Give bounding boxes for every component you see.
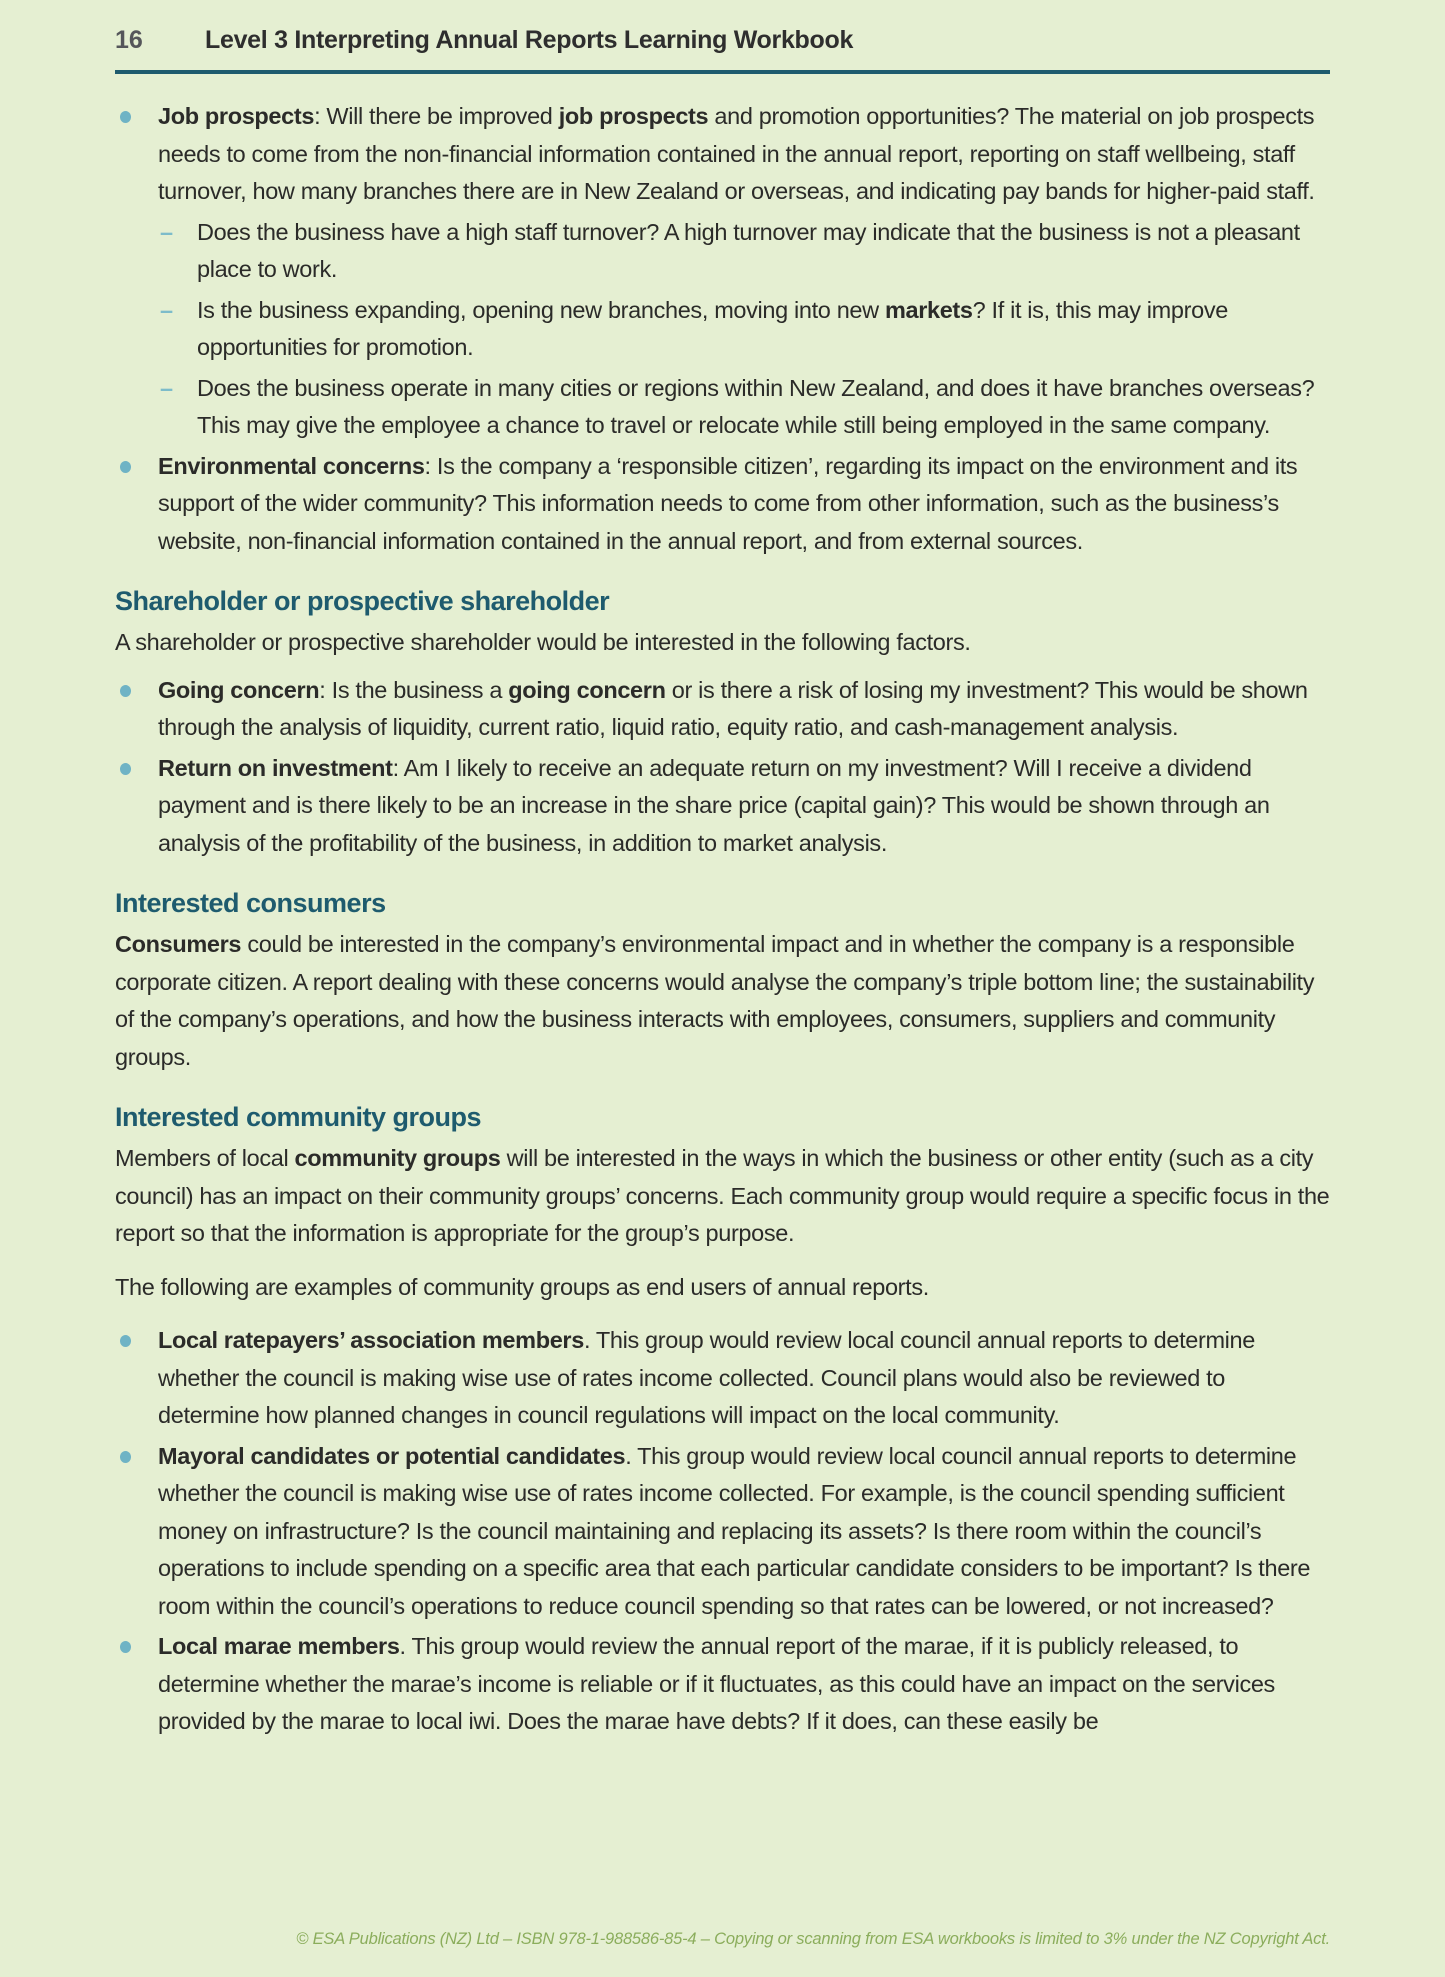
bullet-item: [115, 1438, 1330, 1626]
page-title: Level 3 Interpreting Annual Reports Learning Workbook: [205, 26, 854, 54]
body-text: Does the business have a high staff turnover? A high turnover may indicate that the business is not a pleasant place to work.: [197, 218, 1300, 282]
bold-text: Going concern: [158, 676, 320, 703]
bullet-item: [115, 672, 1330, 747]
sub-bullet-text: [197, 297, 1228, 361]
bullet-text: [158, 677, 1308, 741]
dash-icon: –: [160, 218, 173, 245]
bullet-text: [158, 1327, 1255, 1428]
bullet-icon: [120, 1451, 131, 1463]
sub-bullet-text: [197, 375, 1314, 439]
body-text: Members of local: [115, 1145, 295, 1171]
sub-bullet-text: [197, 219, 1300, 283]
body-text: and promotion opportunities? The material on job prospects needs to come from the non-financial information contained in the annual report, reporting on staff wellbeing, staff turnover, how many branches there are in New Zealand or overseas, and indicating pay bands for higher-paid staff.: [158, 103, 1315, 204]
bold-text: Return on investment: [158, 754, 393, 781]
body-text: could be interested in the company’s environmental impact and in whether the company is a responsible corporate citizen. A report dealing with these concerns would analyse the company’s triple bottom line; the sustainability of the company’s operations, and how the business interacts with employees, consumers, suppliers and community groups.: [115, 931, 1315, 1070]
page-header: [115, 26, 1330, 55]
paragraph: [115, 926, 1330, 1076]
bold-text: Local marae members: [158, 1633, 400, 1659]
page-number: 16: [115, 26, 143, 54]
body-text: Is the business expanding, opening new branches, moving into new: [197, 296, 885, 323]
bold-text: Consumers: [115, 931, 242, 957]
bold-text: community groups: [294, 1145, 501, 1171]
sub-bullet-item: [115, 370, 1330, 445]
sub-bullet-item: [115, 214, 1330, 289]
bullet-icon: [120, 685, 131, 697]
body-text: or is there a risk of losing my investment? This would be shown through the analysis of liquidity, current ratio, liquid ratio, equity ratio, and cash-management analysis.: [158, 676, 1308, 740]
bullet-icon: [120, 1641, 131, 1653]
dash-icon: –: [160, 296, 173, 323]
page-content: [115, 98, 1330, 1741]
bold-text: Mayoral candidates or potential candidates: [158, 1442, 626, 1469]
body-text: : Is the business a: [319, 676, 509, 703]
bold-text: going concern: [508, 676, 666, 703]
bold-text: markets: [884, 296, 973, 323]
body-text: : Will there be improved: [314, 103, 559, 129]
body-text: : Am I likely to receive an adequate return on my investment? Will I receive a dividend payment and is there likely to be an increase in the share price (capital gain)? This would be shown through an analysis of the profitability of the business, in addition to market analysis.: [158, 754, 1270, 856]
bold-text: Job prospects: [158, 103, 315, 129]
dash-icon: –: [160, 374, 173, 401]
section-heading: Shareholder or prospective shareholder: [115, 586, 610, 616]
body-text: . This group would review local council annual reports to determine whether the council is making wise use of rates income collected. For example, is the council spending sufficient money on infrastructure? Is the council maintaining and replacing its assets? Is there room within the council’s operations to include spending on a specific area that each particular candidate considers to be important? Is there room within the council’s operations to reduce council spending so that rates can be lowered, or not increased?: [158, 1442, 1311, 1619]
paragraph: [115, 1269, 1330, 1307]
body-text: ? If it is, this may improve opportunities for promotion.: [197, 296, 1228, 360]
bullet-icon: [120, 763, 131, 775]
bullet-item: [115, 98, 1330, 211]
footer-text: © ESA Publications (NZ) Ltd – ISBN 978-1-988586-85-4 – Copying or scanning from ESA workbooks is limited to 3% under the NZ Copyright Act.: [296, 1930, 1330, 1948]
bullet-item: [115, 448, 1330, 561]
body-text: : Is the company a ‘responsible citizen’, regarding its impact on the environment and its support of the wider community? This information needs to come from other information, such as the business’s website, non-financial information contained in the annual report, and from external sources.: [158, 452, 1298, 554]
bullet-item: [115, 1322, 1330, 1435]
bold-text: job prospects: [558, 103, 709, 129]
bullet-text: [158, 453, 1297, 554]
body-text: will be interested in the ways in which the business or other entity (such as a city council) has an impact on their community groups’ concerns. Each community group would require a specific focus in the report so that the information is appropriate for the group’s purpose.: [115, 1145, 1330, 1246]
sub-bullet-item: [115, 292, 1330, 367]
paragraph: [115, 624, 1330, 662]
body-text: A shareholder or prospective shareholder would be interested in the following factors.: [115, 629, 971, 655]
section-heading: Interested consumers: [115, 888, 386, 918]
bullet-item: [115, 750, 1330, 863]
body-text: . This group would review the annual report of the marae, if it is publicly released, to determine whether the marae’s income is reliable or if it fluctuates, as this could have an impact on the services provided by the marae to local iwi. Does the marae have debts? If it does, can these easily be: [158, 1633, 1275, 1734]
bullet-icon: [120, 461, 131, 473]
body-text: Does the business operate in many cities or regions within New Zealand, and does it have branches overseas? This may give the employee a chance to travel or relocate while still being employed in the same company.: [197, 374, 1315, 438]
bullet-text: [158, 755, 1270, 856]
bullet-text: [158, 1633, 1275, 1734]
header-rule: [115, 70, 1330, 74]
bullet-icon: [120, 111, 131, 123]
bullet-icon: [120, 1335, 131, 1347]
body-text: The following are examples of community groups as end users of annual reports.: [115, 1273, 929, 1300]
body-text: . This group would review local council annual reports to determine whether the council is making wise use of rates income collected. Council plans would also be reviewed to determine how planned changes in council regulations will impact on the local community.: [158, 1327, 1255, 1428]
paragraph: [115, 1140, 1330, 1253]
bold-text: Local ratepayers’ association members: [158, 1327, 584, 1353]
bullet-text: [158, 1443, 1310, 1619]
section-heading: Interested community groups: [115, 1102, 482, 1132]
bullet-text: [158, 103, 1315, 204]
bold-text: Environmental concerns: [158, 452, 425, 479]
bullet-item: [115, 1628, 1330, 1741]
